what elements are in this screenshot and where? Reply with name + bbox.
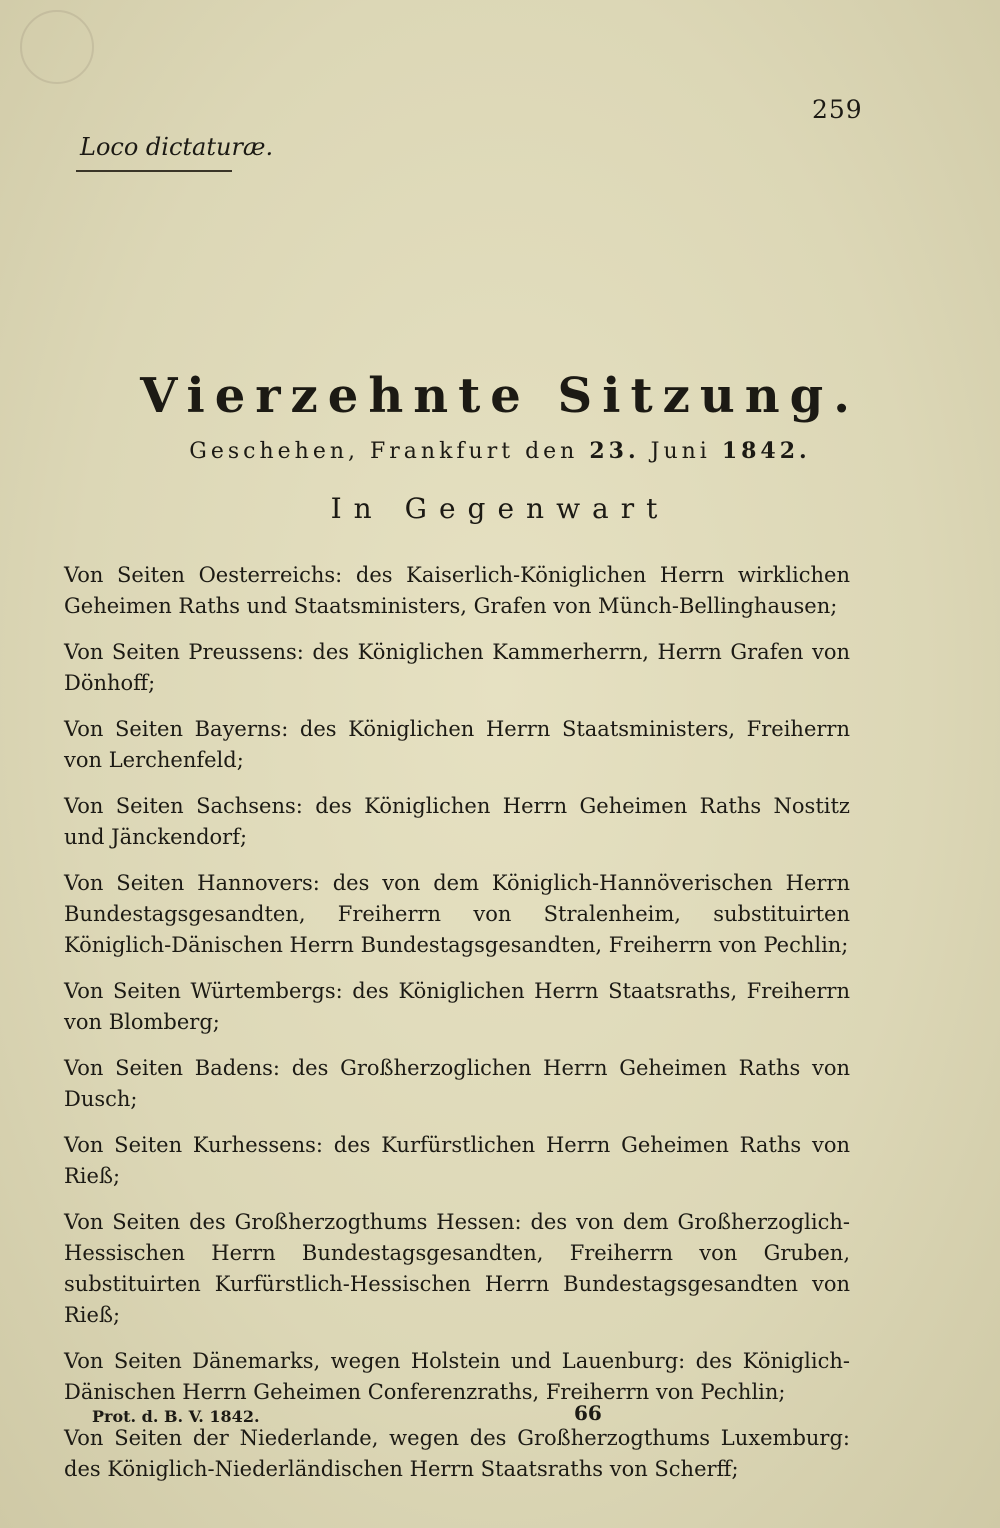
presence-heading: In Gegenwart — [330, 492, 670, 525]
attendance-entry-denmark: Von Seiten Dänemarks, wegen Holstein und Lauenburg: des Königlich-Dänischen Herrn Geheimen Conferenzraths, Freiherrn von Pechlin; — [64, 1349, 850, 1404]
footer-signature-number: 66 — [574, 1401, 602, 1425]
attendance-entry-saxony: Von Seiten Sachsens: des Königlichen Herrn Geheimen Raths Nostitz und Jänckendorf; — [64, 794, 850, 849]
session-title: Vierzehnte Sitzung. — [140, 368, 860, 424]
paper-stain — [20, 10, 94, 84]
attendance-entry-hanover: Von Seiten Hannovers: des von dem Königlich-Hannöverischen Herrn Bundestagsgesandten, Freiherrn von Stralenheim, substituirten Königlich-Dänischen Herrn Bundestagsgesandten, Freiherrn von Pechlin; — [64, 871, 850, 957]
footer-protocol-reference: Prot. d. B. V. 1842. — [92, 1407, 260, 1426]
attendance-entry-wurttemberg: Von Seiten Würtembergs: des Königlichen Herrn Staatsraths, Freiherrn von Blomberg; — [64, 979, 850, 1034]
session-date-line — [0, 438, 1000, 464]
attendance-list — [64, 560, 850, 1485]
attendance-entry-electoral-hesse: Von Seiten Kurhessens: des Kurfürstlichen Herrn Geheimen Raths von Rieß; — [64, 1133, 850, 1188]
attendance-entry-bavaria: Von Seiten Bayerns: des Königlichen Herrn Staatsministers, Freiherrn von Lerchenfeld; — [64, 717, 850, 772]
attendance-entry-baden: Von Seiten Badens: des Großherzoglichen Herrn Geheimen Raths von Dusch; — [64, 1056, 850, 1111]
note-underline — [76, 170, 232, 172]
date-year: 1842. — [721, 438, 811, 464]
date-day: 23. — [589, 438, 640, 464]
attendance-entry-prussia: Von Seiten Preussens: des Königlichen Kammerherrn, Herrn Grafen von Dönhoff; — [64, 640, 850, 695]
page-number: 259 — [812, 95, 863, 124]
date-month: Juni — [639, 439, 722, 464]
attendance-entry-austria: Von Seiten Oesterreichs: des Kaiserlich-Königlichen Herrn wirklichen Geheimen Raths und Staatsministers, Grafen von Münch-Bellinghausen; — [64, 563, 850, 618]
attendance-entry-grand-duchy-hesse: Von Seiten des Großherzogthums Hessen: des von dem Großherzoglich-Hessischen Herrn Bundestagsgesandten, Freiherrn von Gruben, substituirten Kurfürstlich-Hessischen Herrn Bundestagsgesandten von Rieß; — [64, 1210, 850, 1327]
date-prefix: Geschehen, Frankfurt den — [189, 439, 590, 464]
loco-dictaturae-note: Loco dictaturæ. — [80, 133, 274, 161]
attendance-entry-netherlands: Von Seiten der Niederlande, wegen des Großherzogthums Luxemburg: des Königlich-Niederländischen Herrn Staatsraths von Scherff; — [64, 1426, 850, 1481]
